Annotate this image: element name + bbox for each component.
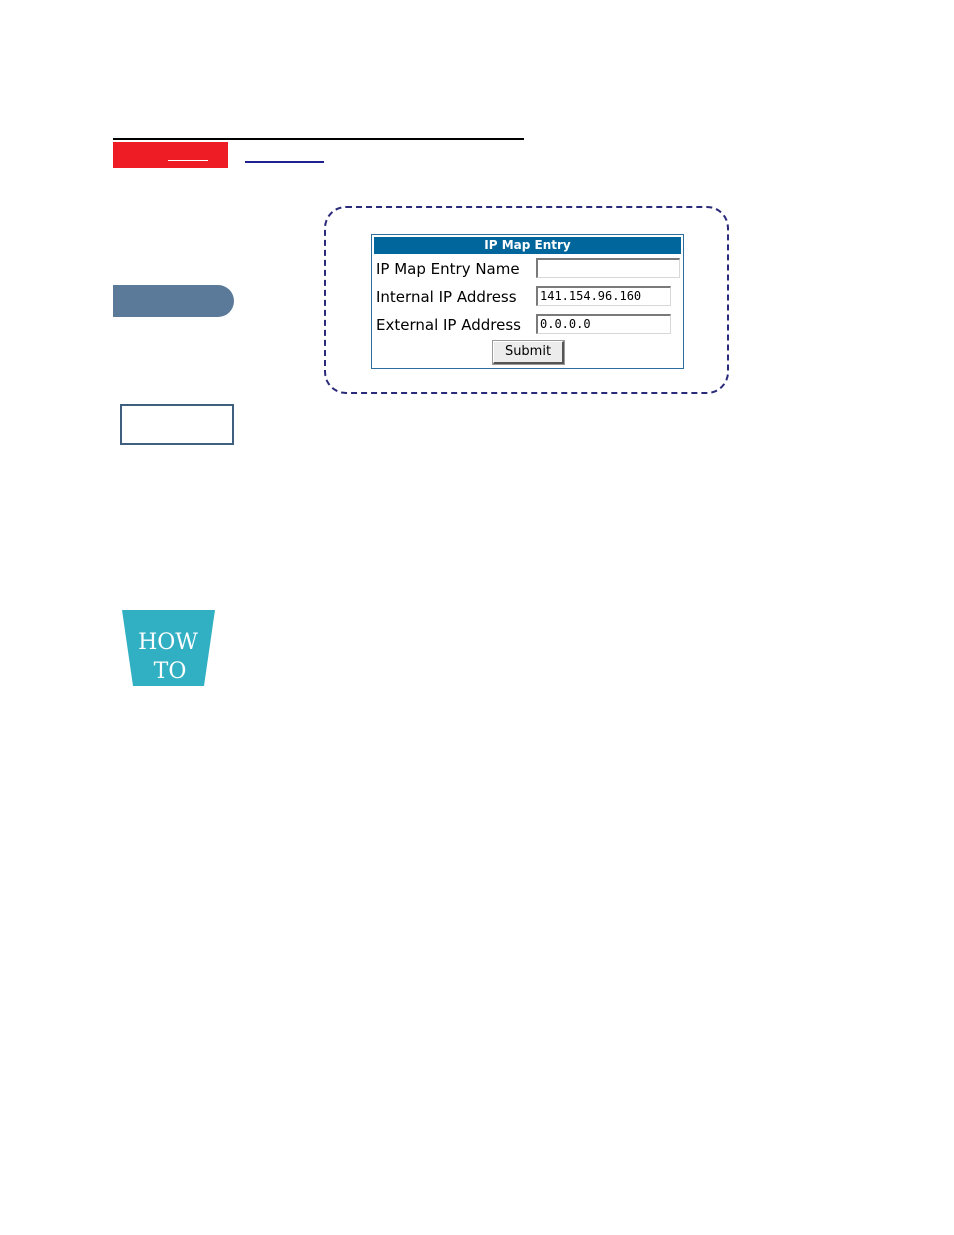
note-marker-box xyxy=(120,404,234,445)
chapter-tab-underline xyxy=(168,160,208,161)
internal-ip-label: Internal IP Address xyxy=(376,288,517,306)
external-ip-label: External IP Address xyxy=(376,316,521,334)
submit-button[interactable]: Submit xyxy=(493,341,564,364)
section-marker-pill xyxy=(113,285,234,317)
header-rule xyxy=(113,138,524,140)
how-to-line1: HOW xyxy=(138,630,198,655)
entry-name-label: IP Map Entry Name xyxy=(376,260,520,278)
chapter-tab xyxy=(113,142,228,168)
external-ip-input[interactable]: 0.0.0.0 xyxy=(536,314,671,334)
how-to-badge-icon xyxy=(122,610,215,686)
how-to-line2: TO xyxy=(153,659,187,684)
entry-name-input[interactable] xyxy=(536,258,680,278)
internal-ip-input[interactable]: 141.154.96.160 xyxy=(536,286,671,306)
panel-title: IP Map Entry xyxy=(374,237,681,254)
section-link-underline xyxy=(245,161,324,163)
ip-map-entry-panel xyxy=(371,234,684,369)
